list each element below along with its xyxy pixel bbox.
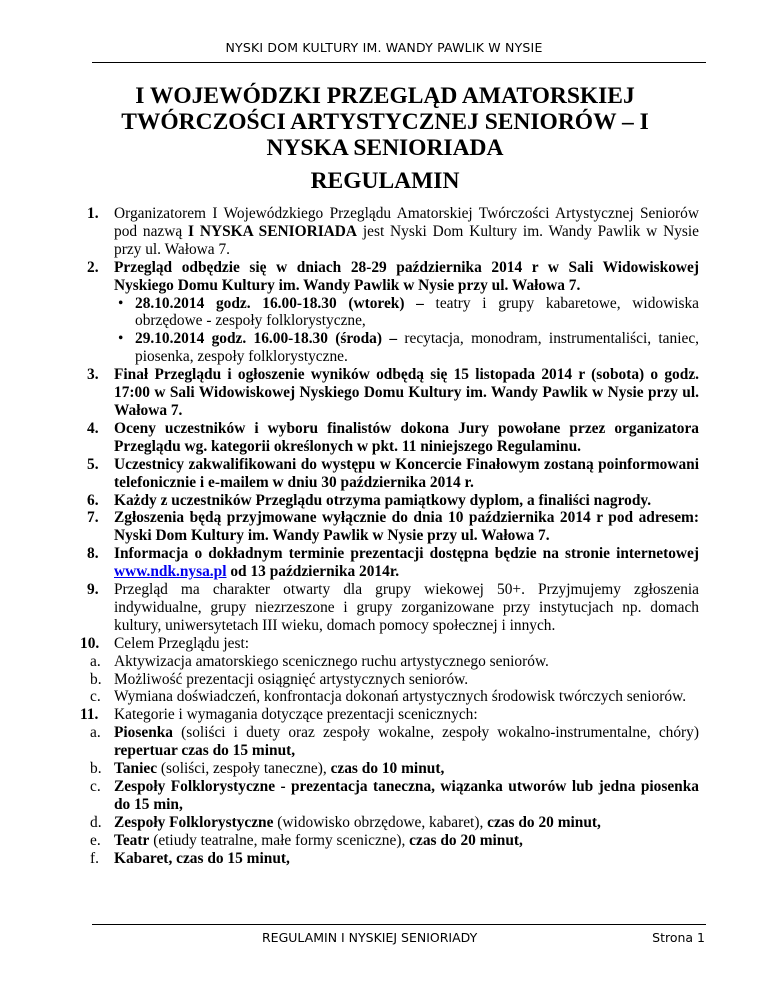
- sub-item-text: (etiudy teatralne, małe formy sceniczne),: [149, 831, 410, 849]
- item-text: Zgłoszenia będą przyjmowane wyłącznie do dnia 10 października 2014 r pod adresem: Nyski Dom Kultury im. Wandy Pawlik w Nysie przy ul. Wałowa 7.: [114, 509, 699, 545]
- item-number: 8.: [87, 545, 99, 563]
- item-text: Uczestnicy zakwalifikowani do występu w Koncercie Finałowym zostaną poinformowani telefonicznie i e-mailem w dniu 30 października 2014 r.: [114, 455, 699, 491]
- list-item: [87, 509, 699, 545]
- sub-item-text-bold: Taniec: [114, 760, 158, 778]
- website-link[interactable]: www.ndk.nysa.pl: [114, 563, 227, 581]
- list-item: [87, 420, 699, 456]
- bullet-text: recytacja, monodram, instrumentaliści, taniec, piosenka, zespoły folklorystyczne.: [135, 330, 699, 366]
- sub-item: [87, 760, 699, 778]
- item-text: Oceny uczestników i wyboru finalistów dokona Jury powołane przez organizatora Przeglądu wg. kategorii określonych w pkt. 11 niniejszego Regulaminu.: [114, 419, 699, 455]
- item-number: 6.: [87, 491, 99, 509]
- sub-item: [87, 850, 699, 868]
- sub-item-text-bold: czas do 20 minut,: [487, 813, 601, 831]
- sub-item: [87, 832, 699, 850]
- sub-item-letter: c.: [90, 778, 101, 795]
- sub-item-text-bold: czas do 10 minut,: [330, 760, 445, 778]
- item-text: Celem Przeglądu jest:: [114, 634, 250, 652]
- sub-item-letter: b.: [90, 670, 102, 688]
- sub-item-text: Wymiana doświadczeń, konfrontacja dokonań artystycznych środowisk twórczych seniorów.: [114, 688, 687, 706]
- bullet-text: teatry i grupy kabaretowe, widowiska obrzędowe - zespoły folklorystyczne,: [135, 294, 699, 330]
- item-number: 11.: [80, 706, 99, 724]
- item-text: Przegląd ma charakter otwarty dla grupy wiekowej 50+. Przyjmujemy zgłoszenia indywidualne, grupy niezrzeszone i grupy zorganizowane przy instytucjach np. domach kultury, uniwersytetach III wieku, domach pomocy społecznej i innych.: [114, 581, 699, 634]
- sub-item: [87, 814, 699, 832]
- item-number: 2.: [87, 258, 99, 276]
- sub-item: [87, 671, 699, 689]
- sub-item-text-bold: repertuar czas do 15 minut,: [114, 742, 296, 760]
- item-number: 9.: [87, 581, 99, 599]
- sub-item-text: (soliści i duety oraz zespoły wokalne, zespoły wokalno-instrumentalne, chóry): [173, 724, 699, 742]
- list-item: [87, 205, 699, 259]
- sub-item-letter: a.: [90, 724, 101, 742]
- sub-item-text-bold: Teatr: [114, 831, 150, 849]
- sub-item: [87, 688, 699, 706]
- item-text: Każdy z uczestników Przeglądu otrzyma pamiątkowy dyplom, a finaliści nagrody.: [114, 491, 652, 509]
- bullet-text-bold: 29.10.2014 godz. 16.00-18.30 (środa) –: [135, 330, 398, 348]
- item-text: od 13 października 2014r.: [226, 563, 400, 581]
- item-text-bold: I NYSKA SENIORIADA: [188, 222, 358, 240]
- item-text-bold: Przegląd odbędzie się w dniach 28-29 października 2014 r w Sali Widowiskowej Nyskiego Domu Kultury im. Wandy Pawlik w Nysie przy ul. Wałowa 7.: [114, 258, 699, 294]
- item-text: jest Nyski Dom Kultury im. Wandy Pawlik w Nysie przy ul. Wałowa 7.: [114, 222, 699, 258]
- item-text: Kategorie i wymagania dotyczące prezentacji scenicznych:: [114, 706, 478, 724]
- footer-divider: [92, 924, 706, 925]
- list-item: [87, 456, 699, 492]
- sub-item-letter: d.: [90, 813, 102, 831]
- sub-item-letter: b.: [90, 760, 102, 778]
- bullet-item: [87, 330, 699, 366]
- sub-item-letter: c.: [90, 688, 101, 706]
- item-number: 1.: [87, 205, 99, 222]
- item-text: Informacja o dokładnym terminie prezentacji dostępna będzie na stronie internetowej: [114, 545, 699, 563]
- sub-item: [87, 778, 699, 814]
- bullet-icon: •: [118, 294, 124, 312]
- list-item: [87, 259, 699, 295]
- sub-item-text: (widowisko obrzędowe, kabaret),: [273, 813, 488, 831]
- page-header: NYSKI DOM KULTURY IM. WANDY PAWLIK W NYSIE: [225, 40, 543, 55]
- list-item: [80, 706, 699, 724]
- sub-item-text-bold: , czas do 15 minut,: [168, 849, 290, 867]
- sub-item-text-bold: Zespoły Folklorystyczne: [114, 813, 274, 831]
- sub-item-text-bold: Piosenka: [114, 724, 174, 742]
- list-item: [87, 581, 699, 635]
- sub-item-letter: e.: [90, 831, 101, 849]
- sub-item-text-bold: czas do 20 minut,: [409, 831, 523, 849]
- bullet-icon: •: [118, 330, 124, 348]
- list-item: [87, 545, 699, 581]
- sub-item: [87, 724, 699, 760]
- sub-item: [87, 653, 699, 671]
- sub-item-letter: f.: [90, 849, 99, 867]
- bullet-item: [87, 295, 699, 331]
- regulations-list: [80, 205, 699, 868]
- item-text: Finał Przeglądu i ogłoszenie wyników odbędą się 15 listopada 2014 r (sobota) o godz. 17:00 w Sali Widowiskowej Nyskiego Domu Kultury im. Wandy Pawlik w Nysie przy ul. Wałowa 7.: [114, 366, 699, 419]
- page-number: Strona 1: [652, 930, 705, 945]
- sub-item-text: Możliwość prezentacji osiągnięć artystycznych seniorów.: [114, 670, 469, 688]
- list-item: [87, 492, 699, 510]
- item-number: 5.: [87, 455, 99, 473]
- sub-item-text: (soliści, zespoły taneczne),: [157, 760, 331, 778]
- document-subtitle: REGULAMIN: [310, 168, 460, 194]
- bullet-text-bold: 28.10.2014 godz. 16.00-18.30 (wtorek) –: [135, 294, 424, 312]
- list-item: [87, 366, 699, 420]
- item-number: 10.: [80, 634, 100, 652]
- item-number: 4.: [87, 419, 99, 437]
- header-divider: [92, 62, 706, 63]
- sub-item-text-bold: Kabaret: [114, 849, 169, 867]
- item-number: 3.: [87, 366, 99, 384]
- item-text: Organizatorem I Wojewódzkiego Przeglądu Amatorskiej Twórczości Artystycznej Seniorów pod nazwą: [114, 205, 699, 240]
- item-number: 7.: [87, 509, 99, 527]
- sub-item-text-bold: Zespoły Folklorystyczne - prezentacja taneczna, wiązanka utworów lub jedna piosenka do 15 min,: [114, 778, 699, 813]
- sub-item-letter: a.: [90, 652, 101, 670]
- list-item: [80, 634, 699, 653]
- page-footer: REGULAMIN I NYSKIEJ SENIORIADY: [262, 930, 478, 945]
- sub-item-text: Aktywizacja amatorskiego scenicznego ruchu artystycznego seniorów.: [114, 652, 549, 670]
- document-title: I WOJEWÓDZKI PRZEGLĄD AMATORSKIEJ TWÓRCZOŚCI ARTYSTYCZNEJ SENIORÓW – I NYSKA SENIORIADA: [121, 83, 649, 161]
